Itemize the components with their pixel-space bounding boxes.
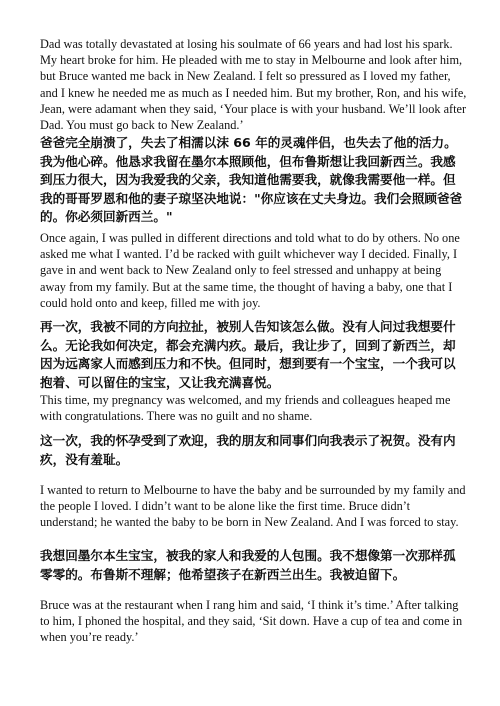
paragraph-english: I wanted to return to Melbourne to have the baby and be surrounded by my family and the people I loved. I didn’t want to be alone like the first time. Bruce didn’t understand; he wanted the baby to be born in New Zealand. And I was forced to stay. xyxy=(40,483,466,530)
paragraph-english: This time, my pregnancy was welcomed, and my friends and colleagues heaped me with congratulations. There was no guilt and no shame. xyxy=(40,393,451,424)
paragraph-chinese: 再一次，我被不同的方向拉扯，被别人告知该怎么做。没有人问过我想要什么。无论我如何决定，都会充满内疚。最后，我让步了，回到了新西兰，却因为远离家人而感到压力和不快。但同时，想到要有一个宝宝，一个我可以抱着、可以留住的宝宝，又让我充满喜悦。 xyxy=(40,319,456,390)
paragraph-english: Dad was totally devastated at losing his soulmate of 66 years and had lost his spark. My heart broke for him. He pleaded with me to stay in Melbourne and look after him, but Bruce wanted me back in New Zealand. I felt so pressured as I loved my father, and I knew he needed me as much as I needed him. But my brother, Ron, and his wife, Jean, were adamant when they said, ‘Your place is with your husband. We’ll look after Dad. You must go back to New Zealand.’ xyxy=(40,37,467,133)
paragraph-chinese: 爸爸完全崩溃了，失去了相濡以沫 66 年的灵魂伴侣，也失去了他的活力。我为他心碎。他恳求我留在墨尔本照顾他，但布鲁斯想让我回新西兰。我感到压力很大，因为我爱我的父亲，我知道他需要我，就像我需要他一样。但我的哥哥罗恩和他的妻子琼坚决地说："你应该在丈夫身边。我们会照顾爸爸的。你必须回新西兰。" xyxy=(40,135,463,225)
paragraph-chinese: 这一次，我的怀孕受到了欢迎，我的朋友和同事们向我表示了祝贺。没有内疚，没有羞耻。 xyxy=(40,433,456,467)
paragraph-english: Bruce was at the restaurant when I rang him and said, ‘I think it’s time.’ After talking to him, I phoned the hospital, and they said, ‘Sit down. Have a cup of tea and come in when you’re ready.’ xyxy=(40,598,463,645)
paragraph-english: Once again, I was pulled in different directions and told what to do by others. No one asked me what I wanted. I’d be racked with guilt whichever way I decided. Finally, I gave in and went back to New Zealand only to feel stressed and unhappy at being away from my family. But at the same time, the thought of having a baby, one that I could hold onto and keep, filled me with joy. xyxy=(40,231,460,310)
paragraph-chinese: 我想回墨尔本生宝宝，被我的家人和我爱的人包围。我不想像第一次那样孤零零的。布鲁斯不理解；他希望孩子在新西兰出生。我被迫留下。 xyxy=(40,548,456,582)
